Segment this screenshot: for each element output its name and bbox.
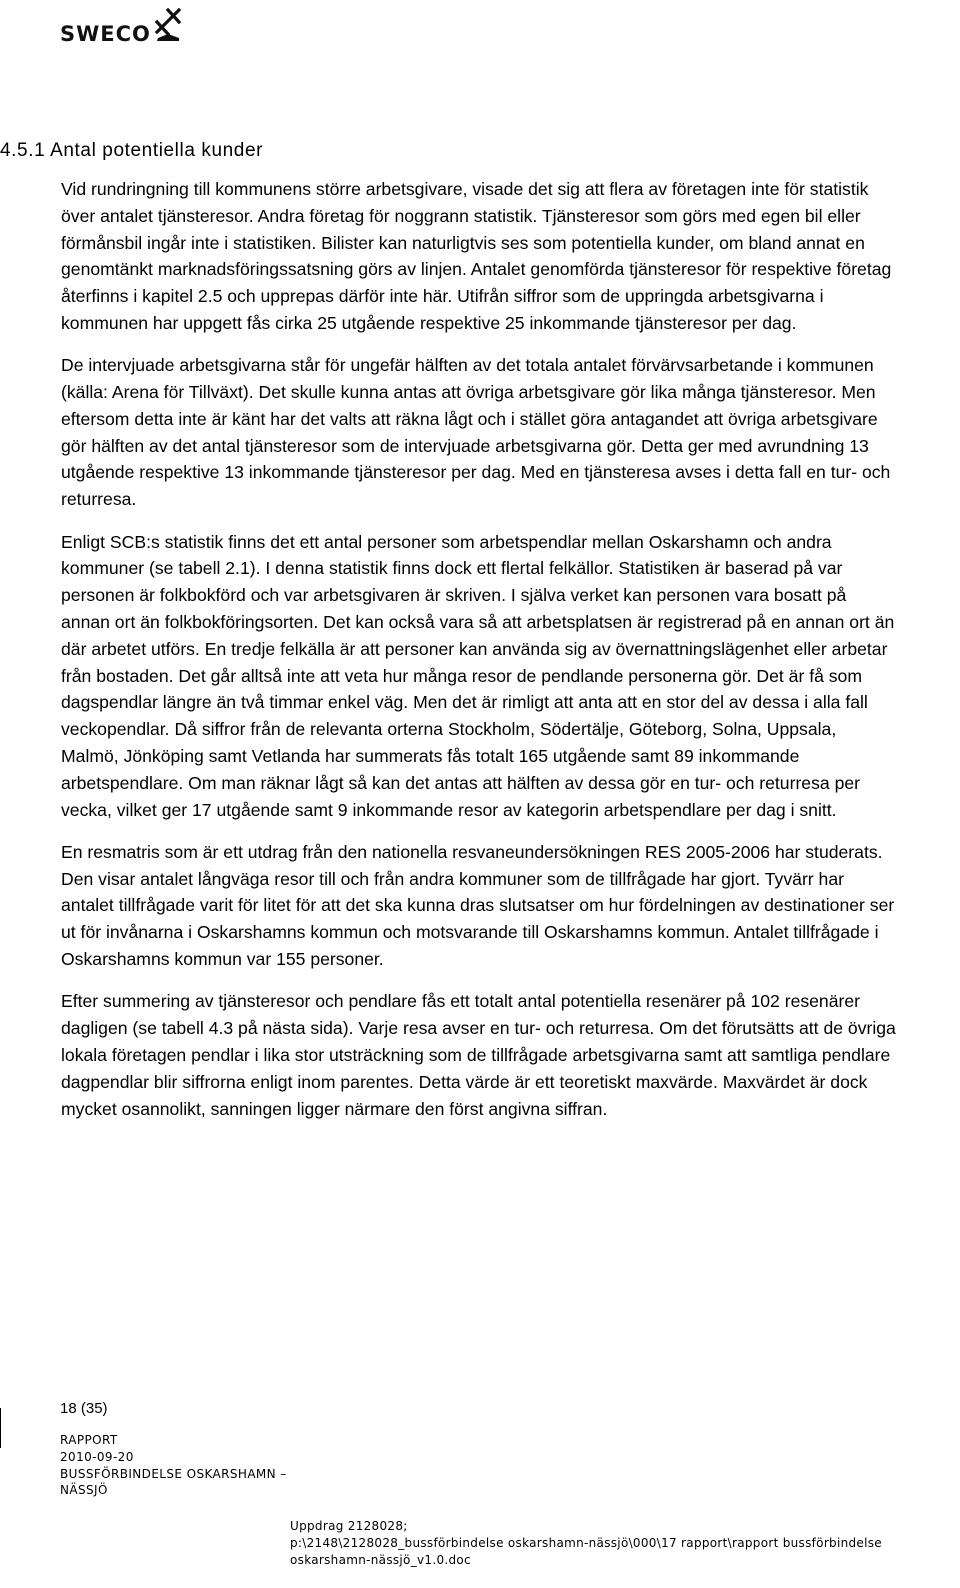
doc-title-line-2: NÄSSJÖ bbox=[60, 1483, 108, 1498]
doc-type: RAPPORT bbox=[60, 1433, 118, 1447]
sweco-star-icon bbox=[153, 6, 183, 46]
footer-left bbox=[60, 1400, 360, 1499]
footer-divider bbox=[0, 1408, 1, 1448]
paragraph: Enligt SCB:s statistik finns det ett antal personer som arbetspendlar mellan Oskarshamn och andra kommuner (se tabell 2.1). I denna statistik finns dock ett flertal felkällor. Statistiken är baserad på var personen är folkbokförd och var arbetsgivaren är skriven. I själva verket kan personen vara bosatt på annan ort än folkbokföringsorten. Det kan också vara så att arbetsplatsen är registrerad på en annan ort än där arbetet utförs. En tredje felkälla är att personer kan använda sig av övernattningslägenhet eller arbetar från bostaden. Det går alltså inte att veta hur många resor de pendlande personerna gör. Det är få som dagspendlar längre än två timmar enkel väg. Men det är rimligt att anta att en stor del av dessa i alla fall veckopendlar. Då siffror från de relevanta orterna Stockholm, Södertälje, Göteborg, Solna, Uppsala, Malmö, Jönköping samt Vetlanda har summerats fås totalt 165 utgående samt 89 inkommande arbetspendlare. Om man räknar lågt så kan det antas att hälften av dessa gör en tur- och returresa per vecka, vilket ger 17 utgående samt 9 inkommande resor av kategorin arbetspendlare per dag i snitt. bbox=[61, 531, 895, 820]
paragraph: Vid rundringning till kommunens större arbetsgivare, visade det sig att flera av företagen inte för statistik över antalet tjänsteresor. Andra företag för noggrann statistik. Tjänsteresor som görs med egen bil eller förmånsbil ingår inte i statistiken. Bilister kan naturligtvis ses som potentiella kunder, om bland annat en genomtänkt marknadsföringssatsning görs av linjen. Antalet genomförda tjänsteresor för respektive företag återfinns i kapitel 2.5 och upprepas därför inte här. Utifrån siffror som de uppringda arbetsgivarna i kommunen har uppgett fås cirka 25 utgående respektive 25 inkommande tjänsteresor per dag. bbox=[61, 179, 892, 333]
page-number: 18 (35) bbox=[60, 1400, 108, 1417]
sweco-logo bbox=[60, 8, 183, 48]
file-path-line-1: p:\2148\2128028_bussförbindelse oskarshamn-nässjö\000\17 rapport\rapport bussförbindelse bbox=[290, 1536, 882, 1551]
logo-text: SWECO bbox=[60, 22, 151, 46]
body-text bbox=[61, 176, 896, 1138]
section-heading: 4.5.1 Antal potentiella kunder bbox=[0, 140, 264, 161]
paragraph: En resmatris som är ett utdrag från den nationella resvaneundersökningen RES 2005-2006 har studerats. Den visar antalet långväga resor till och från andra kommuner som de tillfrågade har gjort. Tyvärr har antalet tillfrågade varit för litet för att det ska kunna dras slutsatser om hur fördelningen av destinationer ser ut för invånarna i Oskarshamns kommun och motsvarande till Oskarshamns kommun. Antalet tillfrågade i Oskarshamns kommun var 155 personer. bbox=[61, 841, 895, 970]
paragraph: De intervjuade arbetsgivarna står för ungefär hälften av det totala antalet förvärvsarbetande i kommunen (källa: Arena för Tillväxt). Det skulle kunna antas att övriga arbetsgivare gör lika många tjänsteresor. Men eftersom detta inte är känt har det valts att räkna lågt och i stället göra antagandet att övriga arbetsgivare gör hälften av det antal tjänsteresor som de intervjuade arbetsgivarna gör. Detta ger med avrundning 13 utgående respektive 13 inkommande tjänsteresor per dag. Med en tjänsteresa avses i detta fall en tur- och returresa. bbox=[61, 355, 891, 510]
footer-right bbox=[290, 1518, 940, 1570]
paragraph: Efter summering av tjänsteresor och pendlare fås ett totalt antal potentiella resenärer på 102 resenärer dagligen (se tabell 4.3 på nästa sida). Varje resa avser en tur- och returresa. Om det förutsätts att de övriga lokala företagen pendlar i lika stor utsträckning som de tillfrågade arbetsgivarna samt att samtliga pendlare dagpendlar blir siffrorna enligt inom parentes. Detta värde är ett teoretiskt maxvärde. Maxvärdet är dock mycket osannolikt, sanningen ligger närmare den först angivna siffran. bbox=[61, 991, 896, 1119]
assignment-number: Uppdrag 2128028; bbox=[290, 1519, 408, 1533]
doc-title-line-1: BUSSFÖRBINDELSE OSKARSHAMN – bbox=[60, 1466, 287, 1481]
doc-date: 2010-09-20 bbox=[60, 1449, 134, 1464]
file-path-line-2: oskarshamn-nässjö_v1.0.doc bbox=[290, 1553, 471, 1568]
